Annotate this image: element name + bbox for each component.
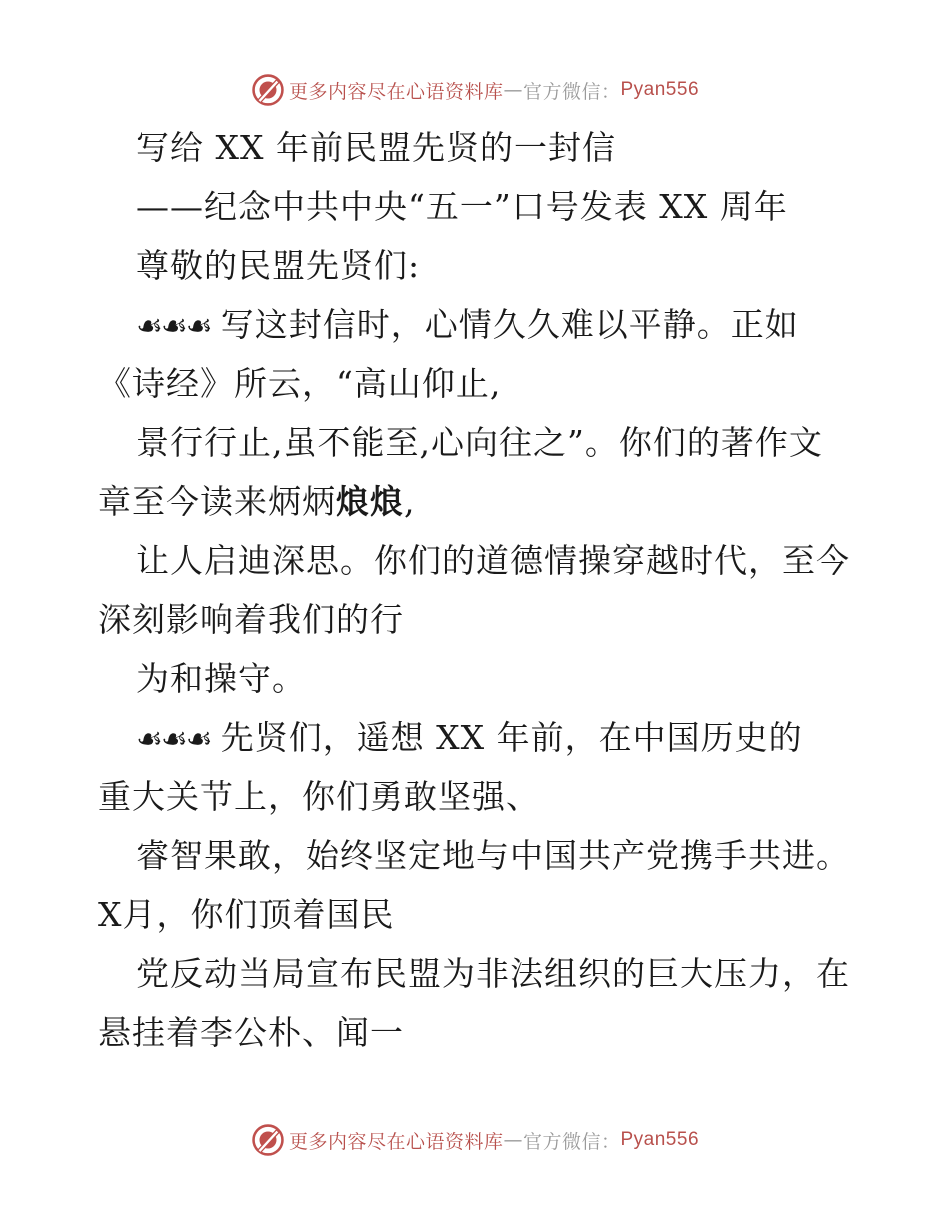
paragraph-line: 悬挂着李公朴、闻一: [98, 1013, 404, 1052]
doc-subtitle: ——纪念中共中央“五一”口号发表 XX 周年: [136, 187, 788, 226]
paragraph-text: 章至今读来炳炳: [98, 482, 336, 521]
document-body: [98, 118, 858, 1062]
paragraph-line: 景行行止,虽不能至,心向往之”。你们的著作文: [136, 423, 823, 462]
banner-separator: —: [503, 79, 523, 101]
pen-logo-icon: [251, 1123, 285, 1157]
salutation: 尊敬的民盟先贤们:: [136, 246, 421, 285]
ornament-icon: ☙☙☙: [136, 309, 211, 344]
paragraph-line: [98, 708, 858, 767]
banner-main-text: 更多内容尽在心语资料库: [288, 80, 504, 103]
header-banner: [0, 70, 950, 110]
banner-separator: —: [503, 1129, 523, 1151]
paragraph-text: 写这封信时，心情久久难以平静。正如: [220, 305, 799, 344]
paragraph-line: 党反动当局宣布民盟为非法组织的巨大压力，在: [136, 954, 850, 993]
paragraph-line: 让人启迪深思。你们的道德情操穿越时代，至今: [136, 541, 850, 580]
paragraph-line: X月，你们顶着国民: [98, 895, 395, 934]
ornament-icon: ☙☙☙: [136, 722, 211, 757]
footer-banner: [0, 1120, 950, 1160]
paragraph-line: 为和操守。: [136, 659, 306, 698]
doc-title: 写给 XX 年前民盟先贤的一封信: [136, 128, 616, 167]
paragraph-line: 《诗经》所云，“高山仰止,: [98, 364, 502, 403]
banner-label: 官方微信：: [522, 1130, 621, 1153]
paragraph-line: [98, 472, 858, 531]
paragraph-text: 先贤们，遥想 XX 年前，在中国历史的: [220, 718, 803, 757]
paragraph-line: [98, 295, 858, 354]
banner-main-text: 更多内容尽在心语资料库: [288, 1130, 504, 1153]
paragraph-text: ,: [404, 482, 416, 521]
banner-wechat-id: Pyan556: [620, 79, 700, 100]
banner-label: 官方微信：: [522, 80, 621, 103]
paragraph-line: 重大关节上，你们勇敢坚强、: [98, 777, 540, 816]
paragraph-line: 睿智果敢，始终坚定地与中国共产党携手共进。: [136, 836, 850, 875]
paragraph-line: 深刻影响着我们的行: [98, 600, 404, 639]
pen-logo-icon: [251, 73, 285, 107]
paragraph-text-bold: 烺烺: [336, 482, 404, 521]
banner-wechat-id: Pyan556: [620, 1129, 700, 1150]
